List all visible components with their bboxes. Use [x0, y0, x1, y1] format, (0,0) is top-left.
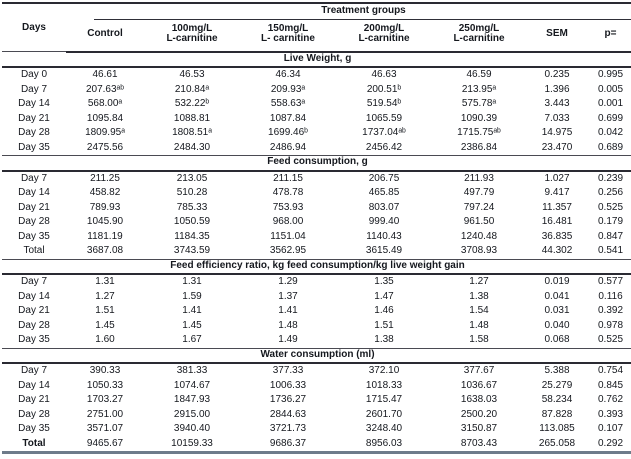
value-cell: 458.82 — [89, 187, 121, 198]
value-cell: 1088.81 — [173, 112, 211, 124]
value-cell: 46.53 — [179, 69, 205, 80]
value-cell: 1.38 — [469, 290, 489, 302]
row-label: Day 7 — [20, 172, 48, 184]
value-cell: 0.107 — [598, 423, 624, 434]
value-cell: 1184.35 — [174, 230, 210, 242]
value-cell: 1.31 — [95, 276, 115, 287]
value-cell: 2456.42 — [365, 141, 403, 153]
column-header: p= — [588, 20, 631, 52]
row-label: Total — [23, 245, 45, 256]
value-cell: 797.24 — [463, 201, 495, 213]
value-cell: 1737.04ᵃᵇ — [362, 127, 406, 138]
value-cell: 0.689 — [598, 141, 624, 153]
table-row — [2, 393, 631, 408]
value-cell: 3743.59 — [173, 245, 211, 256]
value-cell: 2486.94 — [269, 141, 307, 153]
row-label: Day 21 — [18, 201, 50, 213]
value-cell: 23.470 — [541, 141, 573, 153]
value-cell: 211.15 — [273, 172, 303, 184]
value-cell: 1.54 — [469, 305, 489, 316]
value-cell: 1140.43 — [366, 230, 402, 242]
value-cell: 2475.56 — [86, 141, 124, 153]
days-column-header: Days — [22, 21, 46, 33]
value-cell: 3.443 — [544, 98, 570, 109]
value-cell: 1181.19 — [87, 230, 123, 242]
value-cell: 36.835 — [541, 230, 573, 242]
section-title: Live Weight, g — [2, 52, 631, 68]
value-cell: 1050.33 — [86, 379, 124, 391]
value-cell: 87.828 — [541, 408, 573, 420]
value-cell: 0.041 — [544, 290, 570, 302]
row-label: Day 14 — [18, 187, 50, 198]
value-cell: 1.49 — [278, 334, 298, 345]
table-row — [2, 67, 631, 83]
value-cell: 46.59 — [466, 69, 492, 80]
value-cell: 1.46 — [374, 305, 394, 316]
value-cell: 2500.20 — [460, 408, 498, 420]
value-cell: 0.019 — [544, 276, 570, 287]
value-cell: 0.042 — [598, 127, 624, 138]
column-header: 200mg/L L-carnitine — [336, 20, 432, 52]
value-cell: 1.48 — [469, 319, 489, 331]
value-cell: 1.47 — [374, 290, 394, 302]
column-header: 250mg/L L-carnitine — [432, 20, 526, 52]
value-cell: 1045.90 — [86, 216, 124, 227]
value-cell: 1736.27 — [269, 394, 307, 405]
value-cell: 3940.40 — [173, 423, 211, 434]
value-cell: 377.67 — [463, 365, 495, 376]
table-row — [2, 141, 631, 156]
value-cell: 789.93 — [89, 201, 121, 213]
value-cell: 961.50 — [463, 216, 495, 227]
value-cell: 372.10 — [368, 365, 400, 376]
value-cell: 1.41 — [278, 305, 298, 316]
table-row — [2, 379, 631, 394]
value-cell: 0.978 — [598, 319, 624, 331]
value-cell: 0.040 — [544, 319, 570, 331]
column-header: 100mg/L L-carnitine — [144, 20, 240, 52]
table-row — [2, 201, 631, 216]
value-cell: 209.93ᵃ — [270, 83, 306, 95]
value-cell: 753.93 — [272, 201, 304, 213]
value-cell: 213.95ᵃ — [461, 83, 497, 95]
value-cell: 1.35 — [374, 276, 394, 287]
value-cell: 5.388 — [544, 365, 570, 376]
value-cell: 3562.95 — [269, 245, 307, 256]
value-cell: 968.00 — [272, 216, 304, 227]
value-cell: 558.63ᵃ — [270, 98, 306, 109]
value-cell: 0.525 — [598, 201, 624, 213]
value-cell: 2915.00 — [173, 408, 211, 420]
row-label: Day 28 — [18, 319, 50, 331]
value-cell: 10159.33 — [171, 437, 213, 449]
value-cell: 265.058 — [538, 437, 576, 449]
table-row — [2, 290, 631, 305]
section-header-row — [2, 259, 631, 274]
value-cell: 0.116 — [598, 290, 623, 302]
table-row — [2, 422, 631, 437]
value-cell: 1.27 — [469, 276, 489, 287]
table-row — [2, 333, 631, 348]
value-cell: 0.292 — [598, 437, 624, 449]
value-cell: 3571.07 — [86, 423, 124, 434]
value-cell: 1.67 — [182, 334, 202, 345]
value-cell: 3687.08 — [86, 245, 124, 256]
row-label: Day 21 — [18, 394, 50, 405]
value-cell: 206.75 — [368, 172, 400, 184]
value-cell: 207.63ᵃᵇ — [85, 83, 125, 95]
row-label: Day 7 — [20, 365, 48, 376]
value-cell: 9686.37 — [269, 437, 307, 449]
value-cell: 11.357 — [542, 201, 572, 213]
value-cell: 1.58 — [469, 334, 489, 345]
treatment-groups-header — [66, 3, 631, 20]
table-row — [2, 437, 631, 453]
value-cell: 1.27 — [95, 290, 115, 302]
value-cell: 14.975 — [541, 127, 573, 138]
value-cell: 568.00ᵃ — [87, 98, 123, 109]
value-cell: 9465.67 — [86, 437, 124, 449]
section-header-row — [2, 348, 631, 363]
section-title: Water consumption (ml) — [2, 348, 631, 363]
column-header: 150mg/L L- carnitine — [240, 20, 336, 52]
row-label: Day 21 — [18, 112, 50, 124]
value-cell: 1.37 — [278, 290, 298, 302]
value-cell: 1.29 — [278, 276, 298, 287]
value-cell: 2601.70 — [365, 408, 403, 420]
value-cell: 999.40 — [368, 216, 400, 227]
value-cell: 510.28 — [176, 187, 208, 198]
value-cell: 0.845 — [598, 379, 624, 391]
row-label: Day 28 — [18, 216, 50, 227]
value-cell: 1715.75ᵃᵇ — [457, 127, 501, 138]
value-cell: 0.239 — [598, 172, 624, 184]
row-label: Day 14 — [18, 98, 50, 109]
table-row — [2, 83, 631, 98]
value-cell: 58.234 — [541, 394, 573, 405]
table-row — [2, 319, 631, 334]
value-cell: 211.25 — [90, 172, 120, 184]
section-title: Feed efficiency ratio, kg feed consumption/kg live weight gain — [2, 259, 631, 274]
value-cell: 1808.51ᵃ — [172, 127, 212, 138]
results-table — [2, 2, 631, 454]
value-cell: 44.302 — [541, 245, 573, 256]
value-cell: 8956.03 — [365, 437, 403, 449]
value-cell: 1.60 — [95, 334, 115, 345]
row-label: Day 35 — [18, 423, 50, 434]
span-header-row — [2, 3, 631, 20]
value-cell: 390.33 — [89, 365, 121, 376]
value-cell: 211.93 — [464, 172, 494, 184]
value-cell: 1036.67 — [460, 379, 498, 391]
value-cell: 1699.46ᵇ — [268, 127, 308, 138]
value-cell: 0.005 — [598, 83, 624, 95]
value-cell: 1018.33 — [365, 379, 403, 391]
value-cell: 1809.95ᵃ — [85, 127, 125, 138]
row-label: Day 14 — [18, 379, 50, 391]
section-header-row — [2, 156, 631, 171]
table-row — [2, 126, 631, 141]
value-cell: 519.54ᵇ — [366, 98, 402, 109]
value-cell: 1065.59 — [365, 112, 403, 124]
value-cell: 8703.43 — [460, 437, 498, 449]
value-cell: 46.34 — [275, 69, 301, 80]
value-cell: 0.392 — [598, 305, 624, 316]
value-cell: 3708.93 — [460, 245, 498, 256]
column-header: Control — [66, 20, 144, 52]
value-cell: 1.51 — [374, 319, 394, 331]
section-title: Feed consumption, g — [2, 156, 631, 171]
value-cell: 1095.84 — [86, 112, 124, 124]
column-header: SEM — [526, 20, 588, 52]
value-cell: 0.699 — [598, 112, 624, 124]
value-cell: 2484.30 — [173, 141, 211, 153]
value-cell: 210.84ᵃ — [174, 83, 210, 95]
value-cell: 1.31 — [182, 276, 202, 287]
table-row — [2, 304, 631, 319]
value-cell: 0.068 — [544, 334, 570, 345]
value-cell: 1.51 — [95, 305, 115, 316]
value-cell: 785.33 — [176, 201, 208, 213]
value-cell: 497.79 — [463, 187, 495, 198]
value-cell: 113.085 — [539, 423, 575, 434]
value-cell: 1.396 — [544, 83, 570, 95]
value-cell: 7.033 — [544, 112, 570, 124]
value-cell: 200.51ᵇ — [366, 83, 402, 95]
row-label: Day 35 — [18, 334, 50, 345]
value-cell: 0.393 — [598, 408, 624, 420]
value-cell: 803.07 — [368, 201, 400, 213]
value-cell: 465.85 — [368, 187, 400, 198]
value-cell: 9.417 — [544, 187, 570, 198]
value-cell: 575.78ᵃ — [461, 98, 497, 109]
table-row — [2, 408, 631, 423]
value-cell: 25.279 — [541, 379, 573, 391]
column-header-row — [2, 20, 631, 52]
table-row — [2, 274, 631, 290]
row-label: Day 35 — [18, 230, 50, 242]
table-row — [2, 186, 631, 201]
value-cell: 46.63 — [371, 69, 397, 80]
table-row — [2, 215, 631, 230]
value-cell: 213.05 — [176, 172, 208, 184]
value-cell: 1240.48 — [460, 230, 498, 242]
value-cell: 1.45 — [182, 319, 202, 331]
row-label: Total — [22, 437, 46, 449]
value-cell: 1638.03 — [460, 394, 498, 405]
value-cell: 1.48 — [278, 319, 298, 331]
value-cell: 0.179 — [598, 216, 624, 227]
value-cell: 1006.33 — [269, 379, 307, 391]
value-cell: 16.481 — [541, 216, 573, 227]
table-row — [2, 112, 631, 127]
value-cell: 1074.67 — [173, 379, 211, 391]
section-header-row — [2, 52, 631, 68]
table-row — [2, 230, 631, 245]
value-cell: 478.78 — [272, 187, 304, 198]
value-cell: 1090.39 — [460, 112, 498, 124]
value-cell: 1.45 — [95, 319, 115, 331]
value-cell: 1.41 — [182, 305, 202, 316]
value-cell: 377.33 — [272, 365, 304, 376]
value-cell: 46.61 — [92, 69, 118, 80]
value-cell: 0.541 — [598, 245, 624, 256]
value-cell: 1.38 — [374, 334, 394, 345]
value-cell: 3248.40 — [365, 423, 403, 434]
value-cell: 2844.63 — [269, 408, 307, 420]
value-cell: 0.031 — [544, 305, 570, 316]
value-cell: 3721.73 — [269, 423, 307, 434]
value-cell: 1.59 — [182, 290, 202, 302]
value-cell: 1087.84 — [269, 112, 307, 124]
value-cell: 0.762 — [598, 394, 624, 405]
row-label: Day 7 — [20, 276, 48, 287]
value-cell: 0.577 — [598, 276, 624, 287]
row-label: Day 28 — [18, 127, 50, 138]
row-label: Day 0 — [20, 69, 48, 80]
row-label: Day 21 — [18, 305, 50, 316]
value-cell: 1050.59 — [173, 216, 211, 227]
value-cell: 0.995 — [598, 69, 624, 80]
value-cell: 0.754 — [598, 365, 624, 376]
value-cell: 0.847 — [598, 230, 624, 242]
row-label: Day 14 — [18, 290, 50, 302]
value-cell: 0.001 — [598, 98, 624, 109]
value-cell: 1151.04 — [270, 230, 306, 242]
row-label: Day 7 — [20, 83, 48, 95]
value-cell: 1715.47 — [365, 394, 403, 405]
value-cell: 2386.84 — [460, 141, 498, 153]
value-cell: 0.235 — [544, 69, 570, 80]
value-cell: 532.22ᵇ — [174, 98, 210, 109]
value-cell: 3615.49 — [365, 245, 403, 256]
table-row — [2, 363, 631, 379]
row-label: Day 28 — [18, 408, 50, 420]
treatment-groups-label: Treatment groups — [94, 5, 631, 20]
table-row — [2, 171, 631, 187]
value-cell: 1703.27 — [86, 394, 124, 405]
table-row — [2, 244, 631, 259]
value-cell: 381.33 — [176, 365, 208, 376]
row-label: Day 35 — [18, 141, 50, 153]
value-cell: 1847.93 — [173, 394, 211, 405]
value-cell: 0.525 — [598, 334, 624, 345]
value-cell: 1.027 — [544, 172, 570, 184]
value-cell: 0.256 — [598, 187, 624, 198]
table-row — [2, 97, 631, 112]
value-cell: 2751.00 — [86, 408, 124, 420]
value-cell: 3150.87 — [460, 423, 498, 434]
